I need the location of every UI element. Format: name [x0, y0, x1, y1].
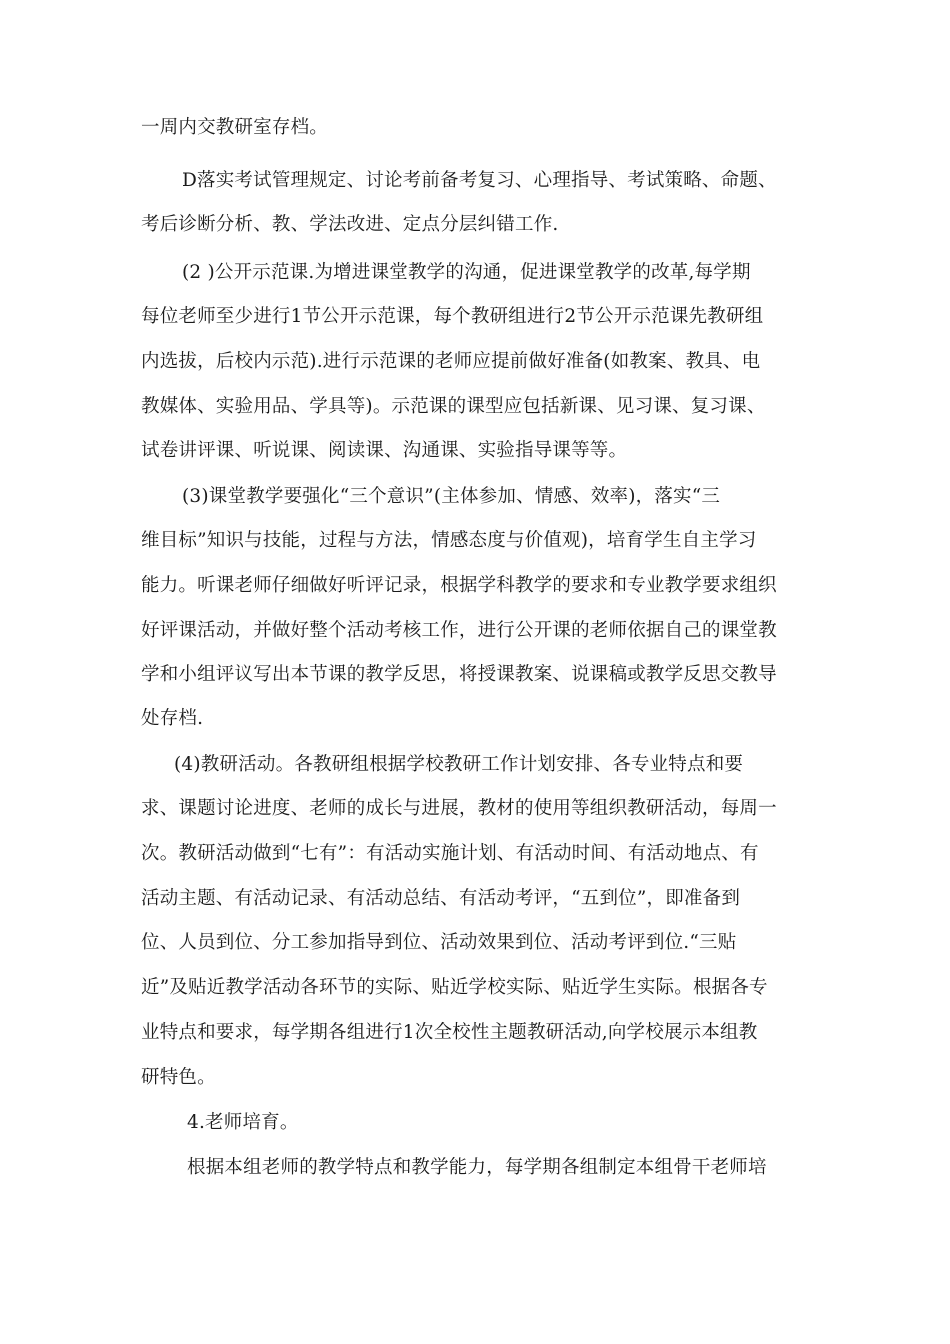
- text-line: 根据本组老师的教学特点和教学能力，每学期各组制定本组骨干老师培: [187, 1157, 767, 1178]
- text-line: (3)课堂教学要强化“三个意识”(主体参加、情感、效率)，落实“三: [182, 486, 721, 507]
- text-line: 教媒体、实验用品、学具等)。示范课的课型应包括新课、见习课、复习课、: [141, 396, 766, 417]
- text-line: 求、课题讨论进度、老师的成长与进展，教材的使用等组织教研活动，每周一: [141, 798, 777, 819]
- text-line: 位、人员到位、分工参加指导到位、活动效果到位、活动考评到位.“三贴: [141, 932, 737, 953]
- text-line: D落实考试管理规定、讨论考前备考复习、心理指导、考试策略、命题、: [182, 170, 777, 191]
- text-line: 学和小组评议写出本节课的教学反思，将授课教案、说课稿或教学反思交教导: [141, 664, 777, 685]
- text-line: 业特点和要求，每学期各组进行1次全校性主题教研活动,向学校展示本组教: [141, 1022, 758, 1043]
- text-line: 内选拔，后校内示范).进行示范课的老师应提前做好准备(如教案、教具、电: [141, 351, 761, 372]
- text-line: 次。教研活动做到“七有”：有活动实施计划、有活动时间、有活动地点、有: [141, 843, 759, 864]
- section-heading: 4.老师培育。: [187, 1112, 299, 1133]
- text-line: (4)教研活动。各教研组根据学校教研工作计划安排、各专业特点和要: [174, 754, 744, 775]
- text-line: (2 )公开示范课.为增进课堂教学的沟通，促进课堂教学的改革,每学期: [182, 262, 751, 283]
- text-line: 研特色。: [141, 1067, 216, 1088]
- text-line: 活动主题、有活动记录、有活动总结、有活动考评，“五到位”，即准备到: [141, 888, 741, 909]
- text-line: 试卷讲评课、听说课、阅读课、沟通课、实验指导课等等。: [141, 440, 628, 461]
- text-line: 每位老师至少进行1节公开示范课，每个教研组进行2节公开示范课先教研组: [141, 306, 764, 327]
- text-line: 好评课活动，并做好整个活动考核工作，进行公开课的老师依据自己的课堂教: [141, 620, 777, 641]
- text-line: 一周内交教研室存档。: [141, 117, 329, 138]
- text-line: 考后诊断分析、教、学法改进、定点分层纠错工作.: [141, 214, 559, 235]
- text-line: 能力。听课老师仔细做好听评记录，根据学科教学的要求和专业教学要求组织: [141, 575, 777, 596]
- text-line: 处存档.: [141, 708, 204, 729]
- text-line: 近”及贴近教学活动各环节的实际、贴近学校实际、贴近学生实际。根据各专: [141, 977, 768, 998]
- text-line: 维目标”知识与技能，过程与方法，情感态度与价值观)，培育学生自主学习: [141, 530, 757, 551]
